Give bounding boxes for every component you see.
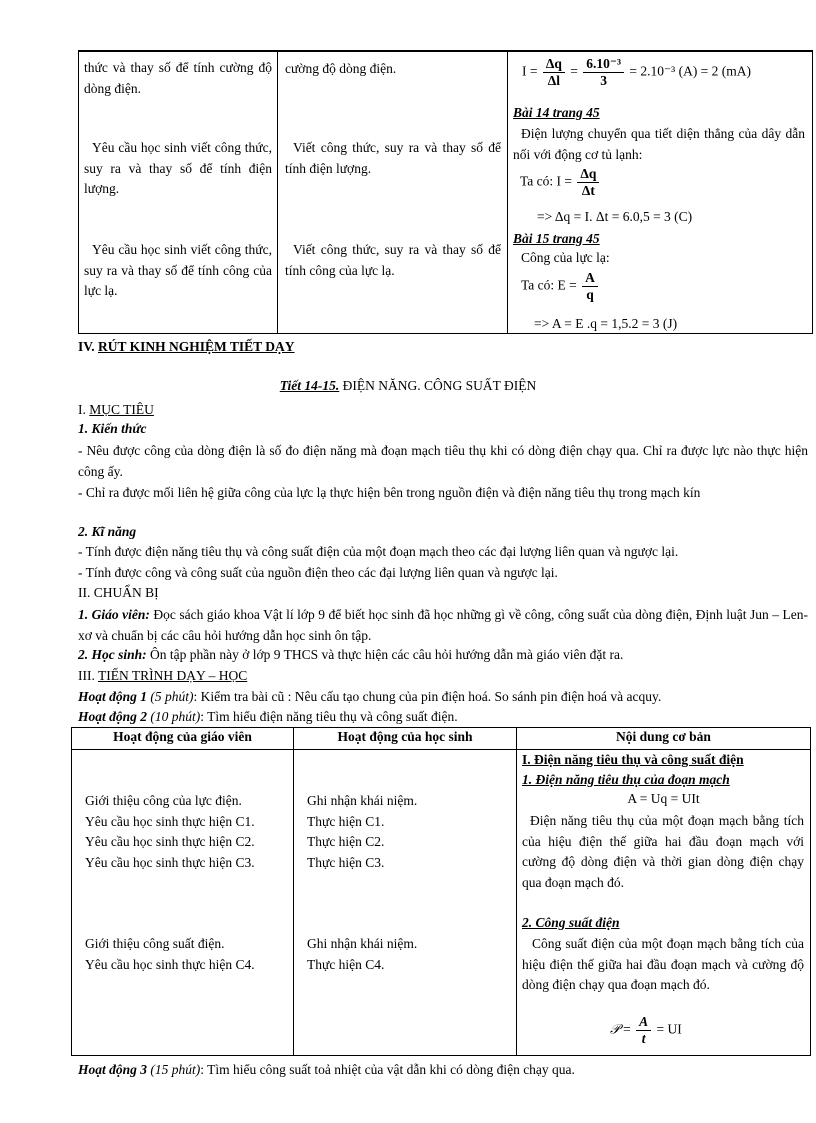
exercise-title: Bài 14 trang 45 (513, 105, 600, 120)
fraction-numerator: A (636, 1014, 651, 1031)
content-subtitle: 1. Điện năng tiêu thụ của đoạn mạch (522, 772, 730, 787)
formula-text: = 2.10⁻³ (A) = 2 (mA) (629, 63, 752, 79)
list-item: Thực hiện C1. (307, 813, 385, 829)
exercise-text: Công của lực lạ: (521, 250, 610, 265)
formula-text: = (623, 1021, 631, 1037)
list-item: Yêu cầu học sinh thực hiện C2. (85, 834, 255, 849)
paragraph (78, 646, 623, 664)
table-cell-teacher: Yêu cầu học sinh viết công thức, suy ra và thay số để tính công của lực lạ. (84, 242, 272, 298)
section-heading: II. CHUẨN BỊ (78, 585, 159, 600)
section-heading (78, 401, 154, 419)
content-paragraph: Công suất điện của một đoạn mạch bằng tích của hiệu điện thế giữa hai đầu đoạn mạch và cường độ dòng điện chạy qua đoạn mạch đó. (522, 936, 804, 992)
subheading: 2. Kĩ năng (78, 524, 137, 539)
section-number: IV. (78, 339, 95, 354)
section-number: III. (78, 668, 95, 683)
table-header: Hoạt động của giáo viên (113, 729, 252, 744)
charge-formula (520, 166, 601, 199)
list-item: Yêu cầu học sinh thực hiện C1. (85, 813, 255, 829)
fraction-numerator: A (582, 270, 598, 287)
activity-label: Hoạt động 2 (78, 709, 148, 724)
activity-text: : Kiểm tra bài cũ : Nêu cấu tạo chung của pin điện hoá. So sánh pin điện hoá và acquy. (193, 689, 662, 704)
fraction-denominator: 3 (600, 73, 607, 88)
text: Đọc sách giáo khoa Vật lí lớp 9 để biết học sinh đã học những gì về công, công suất của dòng điện, Định luật Jun – Len-xơ và chuẩn bị các câu hỏi hướng dẫn học sinh ôn tập. (78, 607, 808, 643)
exercise-title: Bài 15 trang 45 (513, 231, 600, 246)
table-cell-student: Viết công thức, suy ra và thay số để tính điện lượng. (285, 140, 501, 176)
power-symbol: 𝒫 (610, 1021, 620, 1037)
list-item: Giới thiệu công suất điện. (85, 936, 225, 951)
section-title: MỤC TIÊU (89, 402, 154, 417)
paragraph: - Nêu được công của dòng điện là số đo điện năng mà đoạn mạch tiêu thụ khi có dòng điện chạy qua. Chỉ ra được lực nào thực hiện công ấy. (78, 443, 808, 479)
list-item: Yêu cầu học sinh thực hiện C4. (85, 956, 255, 972)
formula-result: => A = E .q = 1,5.2 = 3 (J) (534, 316, 678, 331)
content-paragraph: Điện năng tiêu thụ của một đoạn mạch bằng tích của hiệu điện thế giữa hai đầu đoạn mạch với cường độ dòng điện và thời gian dòng điện chạy qua đoạn mạch đó. (522, 813, 804, 890)
section-title: RÚT KINH NGHIỆM TIẾT DẠY (98, 339, 295, 354)
list-item: Thực hiện C3. (307, 854, 385, 870)
paragraph: - Chỉ ra được mối liên hệ giữa công của lực lạ thực hiện bên trong nguồn điện và điện năng tiêu thụ trong mạch kín (78, 485, 701, 500)
section-title: TIẾN TRÌNH DẠY – HỌC (98, 668, 248, 683)
table-cell-student: Viết công thức, suy ra và thay số để tính công của lực lạ. (285, 242, 501, 278)
student-block (307, 934, 417, 975)
activity-time: (15 phút) (150, 1062, 201, 1077)
list-item: Ghi nhận khái niệm. (307, 936, 418, 951)
table-header: Nội dung cơ bản (616, 729, 711, 744)
subheading: 1. Kiến thức (78, 421, 147, 436)
teacher-block (85, 934, 255, 975)
section-heading (78, 667, 247, 685)
formula-text: = UI (656, 1021, 682, 1037)
list-item: Ghi nhận khái niệm. (307, 793, 418, 808)
paragraph: - Tính được công và công suất của nguồn điện theo các đại lượng liên quan và ngược lại. (78, 565, 558, 580)
student-block (307, 791, 417, 873)
activity-text: : Tìm hiểu công suất toả nhiệt của vật dẫn khi có dòng điện chạy qua. (200, 1062, 575, 1077)
fraction-numerator: Δq (577, 166, 599, 183)
text: Ôn tập phần này ở lớp 9 THCS và thực hiện các câu hỏi hướng dẫn mà giáo viên đặt ra. (150, 647, 624, 662)
formula-energy: A = Uq = UIt (627, 791, 700, 806)
list-item: Giới thiệu công của lực điện. (85, 793, 242, 808)
activity-time: (10 phút) (150, 709, 201, 724)
paragraph: - Tính được điện năng tiêu thụ và công suất điện của một đoạn mạch theo các đại lượng liên quan và ngược lại. (78, 544, 679, 559)
fraction-denominator: q (586, 287, 594, 302)
activity-label: Hoạt động 1 (78, 689, 148, 704)
formula-text: Ta có: E = (521, 277, 577, 293)
section-number: I. (78, 402, 86, 417)
fraction-numerator: 6.10⁻³ (583, 56, 624, 73)
formula-text: I = (522, 63, 538, 79)
list-item: Thực hiện C4. (307, 956, 385, 972)
label: 1. Giáo viên: (78, 607, 150, 622)
fraction-denominator: Δt (581, 183, 595, 198)
activity-line (78, 1061, 575, 1079)
label: 2. Học sinh: (78, 647, 147, 662)
section-heading (78, 338, 295, 356)
content-subtitle: 2. Công suất điện (522, 915, 620, 930)
table-cell-teacher: thức và thay số để tính cường độ dòng điện. (84, 60, 272, 96)
activity-label: Hoạt động 3 (78, 1062, 148, 1077)
formula-result: => Δq = I. Δt = 6.0,5 = 3 (C) (537, 209, 693, 224)
lesson-label: Tiết 14-15. (279, 378, 340, 393)
work-formula (521, 270, 600, 303)
fraction-numerator: Δq (543, 56, 565, 73)
lesson-name: ĐIỆN NĂNG. CÔNG SUẤT ĐIỆN (342, 378, 537, 393)
formula-text: = (570, 63, 578, 79)
table-cell-student: cường độ dòng điện. (285, 61, 397, 76)
list-item: Yêu cầu học sinh thực hiện C3. (85, 854, 255, 870)
teacher-block (85, 791, 255, 873)
fraction-denominator: Δl (547, 73, 560, 88)
activity-text: : Tìm hiểu điện năng tiêu thụ và công suất điện. (200, 709, 458, 724)
table-cell-teacher: Yêu cầu học sinh viết công thức, suy ra và thay số để tính điện lượng. (84, 140, 272, 196)
activity-line (78, 688, 661, 706)
content-section-title: I. Điện năng tiêu thụ và công suất điện (522, 752, 744, 767)
lesson-title (0, 378, 816, 394)
activity-line (78, 708, 458, 726)
formula-power (610, 1014, 682, 1047)
list-item: Thực hiện C2. (307, 834, 385, 849)
activity-time: (5 phút) (150, 689, 194, 704)
current-formula (522, 56, 751, 89)
table-header: Hoạt động của học sinh (337, 729, 473, 744)
exercise-text: Điện lượng chuyển qua tiết diện thẳng của dây dẫn nối với động cơ tủ lạnh: (513, 126, 805, 162)
paragraph (78, 605, 808, 646)
fraction-denominator: t (641, 1031, 646, 1046)
formula-text: Ta có: I = (520, 173, 573, 189)
